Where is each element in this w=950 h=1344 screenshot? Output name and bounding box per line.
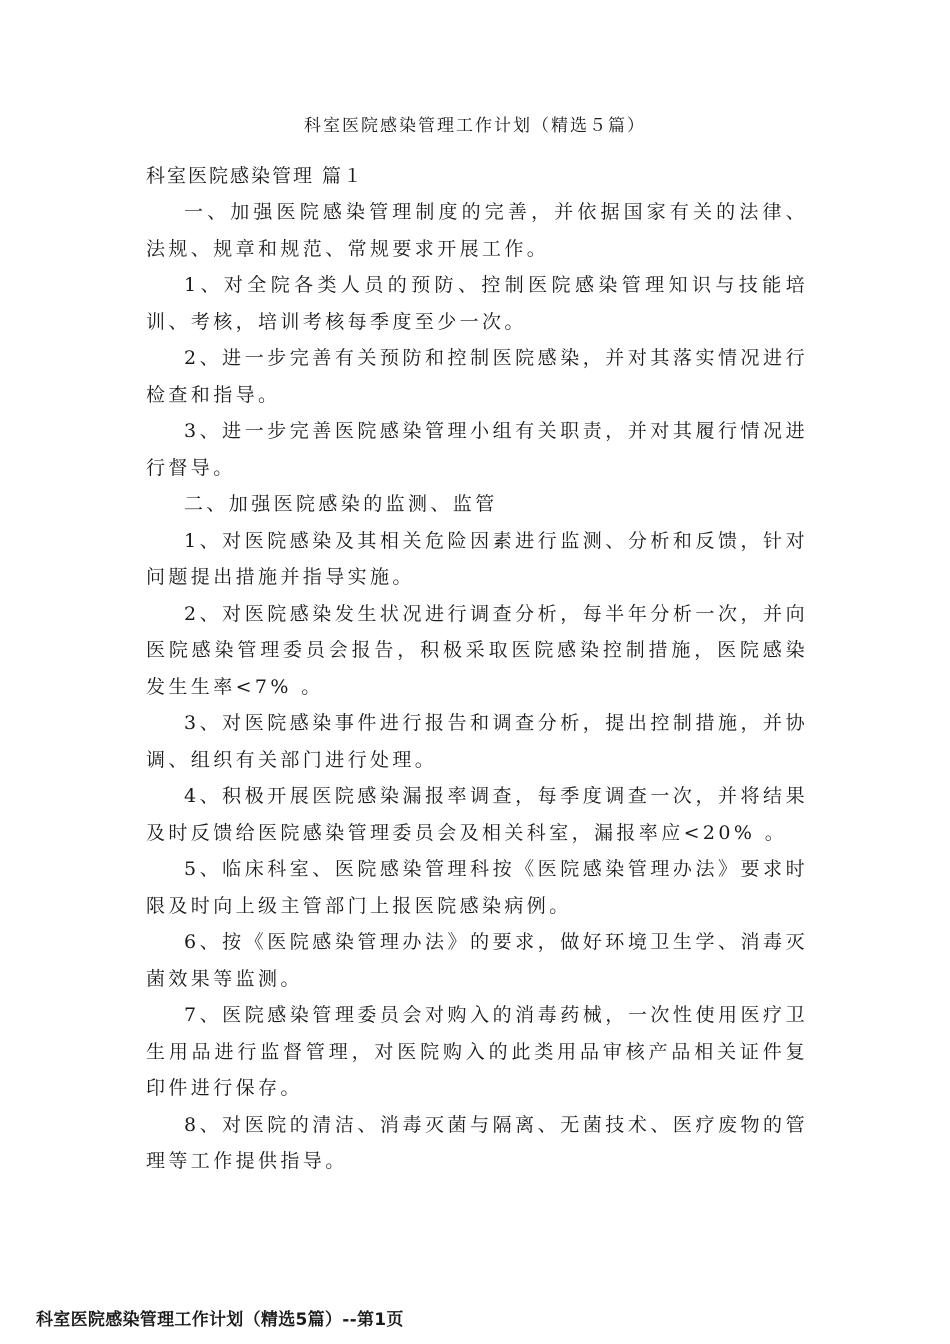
paragraph-13: 8、对医院的清洁、消毒灭菌与隔离、无菌技术、医疗废物的管理等工作提供指导。 <box>146 1113 808 1172</box>
paragraph-6: 1、对医院感染及其相关危险因素进行监测、分析和反馈，针对问题提出措施并指导实施。 <box>146 529 808 588</box>
paragraph-10: 5、临床科室、医院感染管理科按《医院感染管理办法》要求时限及时向上级主管部门上报医院感染病例。 <box>146 858 808 917</box>
paragraph-4: 3、进一步完善医院感染管理小组有关职责，并对其履行情况进行督导。 <box>146 420 808 479</box>
paragraph-9: 4、积极开展医院感染漏报率调查，每季度调查一次，并将结果及时反馈给医院感染管理委员会及相关科室，漏报率应<20% 。 <box>146 785 808 844</box>
paragraph-7: 2、对医院感染发生状况进行调查分析，每半年分析一次，并向医院感染管理委员会报告，积极采取医院感染控制措施，医院感染发生生率<7% 。 <box>146 602 808 698</box>
paragraph-11: 6、按《医院感染管理办法》的要求，做好环境卫生学、消毒灭菌效果等监测。 <box>146 931 808 990</box>
paragraph-5: 二、加强医院感染的监测、监管 <box>184 493 498 515</box>
paragraph-1: 一、加强医院感染管理制度的完善，并依据国家有关的法律、法规、规章和规范、常规要求开展工作。 <box>146 201 808 260</box>
paragraph-12: 7、医院感染管理委员会对购入的消毒药械，一次性使用医疗卫生用品进行监督管理，对医院购入的此类用品审核产品相关证件复印件进行保存。 <box>146 1004 808 1099</box>
document-body <box>146 158 808 1180</box>
paragraph-2: 1、对全院各类人员的预防、控制医院感染管理知识与技能培训、考核，培训考核每季度至少一次。 <box>146 274 808 333</box>
paragraph-3: 2、进一步完善有关预防和控制医院感染，并对其落实情况进行检查和指导。 <box>146 347 808 406</box>
section-heading: 科室医院感染管理 篇１ <box>146 165 365 187</box>
document-title: 科室医院感染管理工作计划（精选５篇） <box>304 116 646 136</box>
page-footer: 科室医院感染管理工作计划（精选5篇）--第1页 <box>36 1310 404 1330</box>
paragraph-8: 3、对医院感染事件进行报告和调查分析，提出控制措施，并协调、组织有关部门进行处理。 <box>146 712 808 771</box>
